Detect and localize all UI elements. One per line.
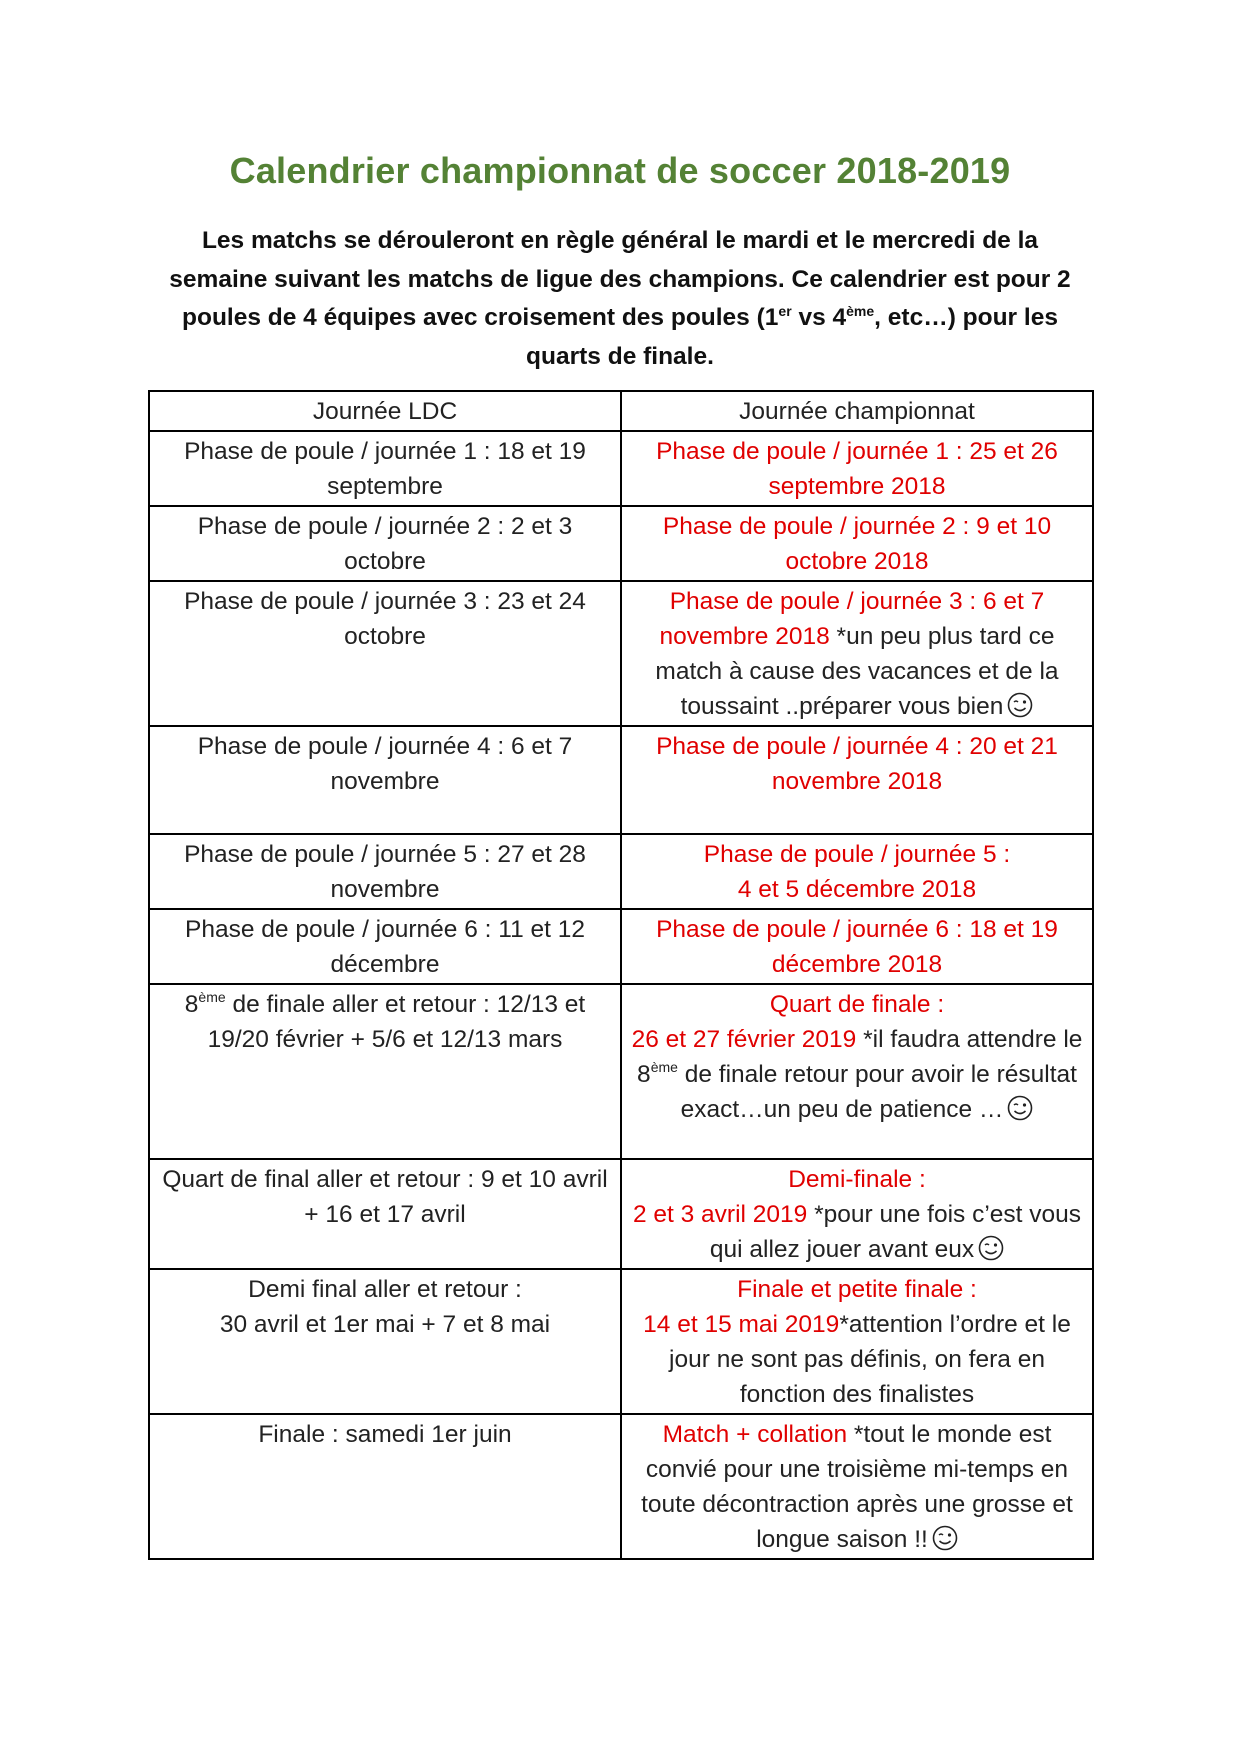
ldc-ordinal: 8	[184, 991, 199, 1018]
championnat-note: *tout le monde est convié pour une troisième mi-temps en toute décontraction après une grosse et longue saison !!	[641, 1421, 1073, 1553]
championnat-cell	[621, 506, 1093, 581]
wink-emoji-icon	[1007, 692, 1033, 718]
ldc-cell: Phase de poule / journée 1 : 18 et 19 septembre	[149, 431, 621, 506]
ldc-cell: Phase de poule / journée 3 : 23 et 24 octobre	[149, 581, 621, 726]
table-row	[149, 1269, 1093, 1414]
wink-emoji-icon	[978, 1235, 1004, 1261]
table-row	[149, 726, 1093, 834]
ldc-cell: Phase de poule / journée 2 : 2 et 3 octobre	[149, 506, 621, 581]
ldc-cell: Phase de poule / journée 6 : 11 et 12 décembre	[149, 909, 621, 984]
ldc-cell	[149, 984, 621, 1159]
wink-emoji-icon	[1007, 1095, 1033, 1121]
intro-paragraph	[150, 222, 1090, 376]
championnat-date: Phase de poule / journée 5 :	[703, 841, 1011, 868]
table-row	[149, 506, 1093, 581]
ldc-text: Demi final aller et retour :	[248, 1276, 522, 1303]
championnat-cell	[621, 984, 1093, 1159]
table-row	[149, 834, 1093, 909]
table-row	[149, 984, 1093, 1159]
championnat-cell	[621, 1414, 1093, 1559]
note-superscript: ème	[650, 1059, 678, 1075]
championnat-date: 14 et 15 mai 2019	[643, 1311, 840, 1338]
table-header-row	[149, 391, 1093, 431]
table-row	[149, 909, 1093, 984]
ldc-cell: Phase de poule / journée 5 : 27 et 28 novembre	[149, 834, 621, 909]
header-ldc: Journée LDC	[149, 391, 621, 431]
championnat-date: Quart de finale :	[769, 991, 945, 1018]
ldc-cell	[149, 1269, 621, 1414]
championnat-date: 4 et 5 décembre 2018	[737, 876, 977, 903]
championnat-date: Finale et petite finale :	[737, 1276, 977, 1303]
table-row	[149, 431, 1093, 506]
championnat-cell	[621, 1269, 1093, 1414]
championnat-date: Phase de poule / journée 4 : 20 et 21 novembre 2018	[656, 733, 1058, 795]
schedule-table	[148, 390, 1094, 1560]
intro-text: Les matchs se dérouleront en règle général le mardi et le mercredi de la semaine suivant les matchs de ligue des champions. Ce calendrier est pour 2 poules de 4 équipes avec croisement des poules (1	[169, 227, 1071, 331]
intro-superscript: ème	[846, 303, 875, 319]
ldc-cell: Finale : samedi 1er juin	[149, 1414, 621, 1559]
wink-emoji-icon	[932, 1525, 958, 1551]
table-row	[149, 1159, 1093, 1269]
ldc-cell: Quart de final aller et retour : 9 et 10 avril + 16 et 17 avril	[149, 1159, 621, 1269]
championnat-note: *un peu plus tard ce match à cause des vacances et de la toussaint ..préparer vous bien	[655, 623, 1059, 720]
championnat-cell	[621, 834, 1093, 909]
ldc-text: de finale aller et retour : 12/13 et 19/20 février + 5/6 et 12/13 mars	[207, 991, 586, 1053]
championnat-cell	[621, 1159, 1093, 1269]
championnat-date: Match + collation	[662, 1421, 848, 1448]
championnat-cell	[621, 726, 1093, 834]
championnat-date: Phase de poule / journée 1 : 25 et 26 septembre 2018	[656, 438, 1058, 500]
table-row	[149, 581, 1093, 726]
ldc-cell: Phase de poule / journée 4 : 6 et 7 novembre	[149, 726, 621, 834]
intro-text: , etc…) pour les quarts de finale.	[526, 304, 1058, 370]
intro-text: vs 4	[791, 304, 847, 331]
header-championnat: Journée championnat	[621, 391, 1093, 431]
championnat-date: Phase de poule / journée 6 : 18 et 19 décembre 2018	[656, 916, 1058, 978]
championnat-cell	[621, 909, 1093, 984]
ldc-text: 30 avril et 1er mai + 7 et 8 mai	[219, 1311, 551, 1338]
championnat-cell	[621, 581, 1093, 726]
championnat-note: *il faudra attendre le 8	[637, 1026, 1083, 1088]
ldc-superscript: ème	[198, 989, 226, 1005]
intro-superscript: er	[778, 303, 792, 319]
championnat-date: Phase de poule / journée 2 : 9 et 10 octobre 2018	[662, 513, 1052, 575]
championnat-date: 2 et 3 avril 2019	[632, 1201, 808, 1228]
championnat-date: Phase de poule / journée 3 : 6 et 7 novembre 2018	[659, 588, 1045, 650]
page-title: Calendrier championnat de soccer 2018-2019	[229, 150, 1011, 191]
championnat-date: 26 et 27 février 2019	[631, 1026, 857, 1053]
championnat-note: *pour une fois c’est vous qui allez jouer avant eux	[709, 1201, 1082, 1263]
championnat-date: Demi-finale :	[788, 1166, 926, 1193]
table-row	[149, 1414, 1093, 1559]
championnat-note: de finale retour pour avoir le résultat exact…un peu de patience …	[677, 1061, 1077, 1123]
championnat-note: *attention l’ordre et le jour ne sont pas définis, on fera en fonction des finalistes	[669, 1311, 1071, 1408]
championnat-cell	[621, 431, 1093, 506]
